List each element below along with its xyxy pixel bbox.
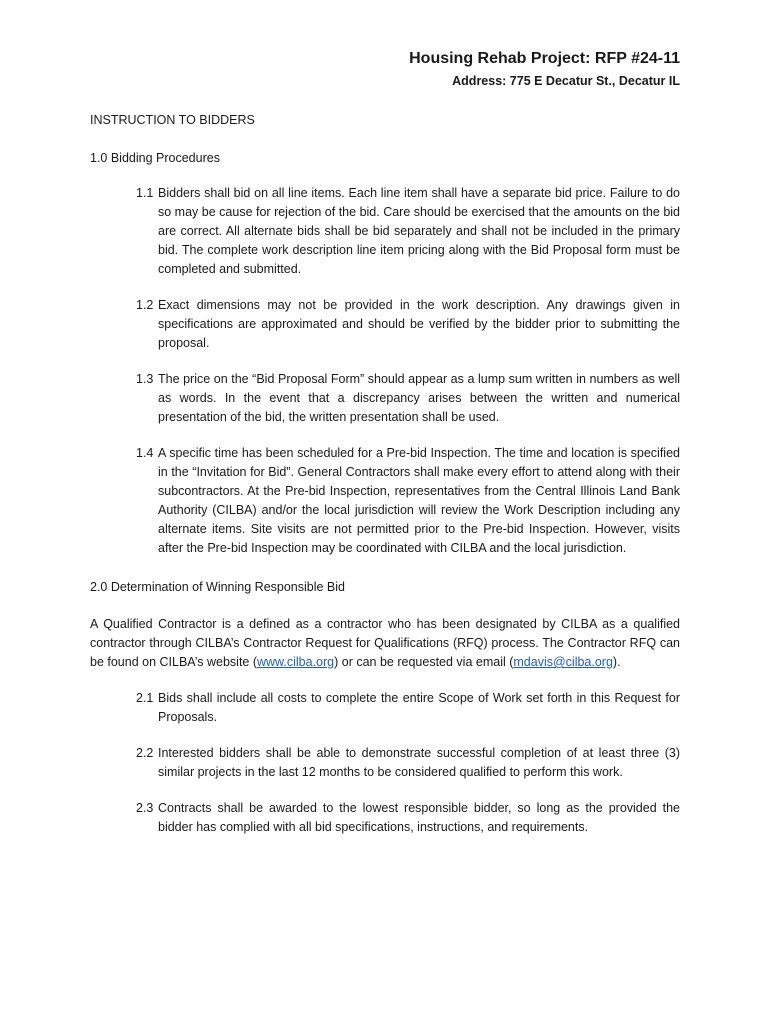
list-item bbox=[90, 444, 680, 558]
list-item bbox=[90, 689, 680, 727]
paragraph-text: ) or can be requested via email ( bbox=[334, 655, 514, 669]
item-number: 1.1 bbox=[136, 186, 154, 200]
list-item bbox=[90, 184, 680, 279]
item-number: 2.3 bbox=[136, 801, 154, 815]
document-heading: INSTRUCTION TO BIDDERS bbox=[90, 113, 255, 127]
item-number: 1.4 bbox=[136, 446, 154, 460]
item-text: Interested bidders shall be able to demonstrate successful completion of at least three (3) similar projects in the last 12 months to be considered qualified to perform this work. bbox=[158, 746, 680, 779]
item-text: Exact dimensions may not be provided in the work description. Any drawings given in specifications are approximated and should be verified by the bidder prior to submitting the proposal. bbox=[158, 298, 680, 350]
project-title: Housing Rehab Project: RFP #24-11 bbox=[409, 50, 680, 67]
section-1-title: 1.0 Bidding Procedures bbox=[90, 151, 220, 165]
list-item bbox=[90, 370, 680, 427]
section-2-title: 2.0 Determination of Winning Responsible Bid bbox=[90, 580, 345, 594]
document-header bbox=[90, 48, 680, 91]
website-link[interactable]: www.cilba.org bbox=[257, 655, 335, 669]
item-text: The price on the “Bid Proposal Form” should appear as a lump sum written in numbers as well as words. In the event that a discrepancy arises between the written and numerical presentation of the bid, the written presentation shall be used. bbox=[158, 372, 680, 424]
item-number: 2.1 bbox=[136, 691, 154, 705]
project-address: Address: 775 E Decatur St., Decatur IL bbox=[452, 74, 680, 88]
list-item bbox=[90, 799, 680, 837]
paragraph-text: A Qualified Contractor is a defined as a contractor who has been designated by CILBA as a qualified contractor through CILBA’s Contractor Request for Qualifications (RFQ) process. The Contractor RFQ can be found on CILBA’s website ( bbox=[90, 617, 680, 669]
item-number: 1.2 bbox=[136, 298, 154, 312]
email-link[interactable]: mdavis@cilba.org bbox=[513, 655, 613, 669]
item-number: 1.3 bbox=[136, 372, 154, 386]
list-item bbox=[90, 296, 680, 353]
item-text: Bids shall include all costs to complete the entire Scope of Work set forth in this Request for Proposals. bbox=[158, 691, 680, 724]
paragraph-text: ). bbox=[612, 655, 621, 669]
list-item bbox=[90, 744, 680, 782]
qualified-contractor-paragraph bbox=[90, 615, 680, 672]
item-text: Contracts shall be awarded to the lowest responsible bidder, so long as the provided the bidder has complied with all bid specifications, instructions, and requirements. bbox=[158, 801, 680, 834]
item-number: 2.2 bbox=[136, 746, 154, 760]
item-text: A specific time has been scheduled for a Pre-bid Inspection. The time and location is specified in the “Invitation for Bid”. General Contractors shall make every effort to attend along with their subcontractors. At the Pre-bid Inspection, representatives from the Central Illinois Land Bank Authority (CILBA) and/or the local jurisdiction will review the Work Description including any alternate items. Site visits are not permitted prior to the Pre-bid Inspection. However, visits after the Pre-bid Inspection may be coordinated with CILBA and the local jurisdiction. bbox=[158, 446, 680, 555]
item-text: Bidders shall bid on all line items. Each line item shall have a separate bid price. Failure to do so may be cause for rejection of the bid. Care should be exercised that the amounts on the bid are correct. All alternate bids shall be bid separately and shall not be included in the primary bid. The complete work description line item pricing along with the Bid Proposal form must be completed and submitted. bbox=[158, 186, 680, 276]
